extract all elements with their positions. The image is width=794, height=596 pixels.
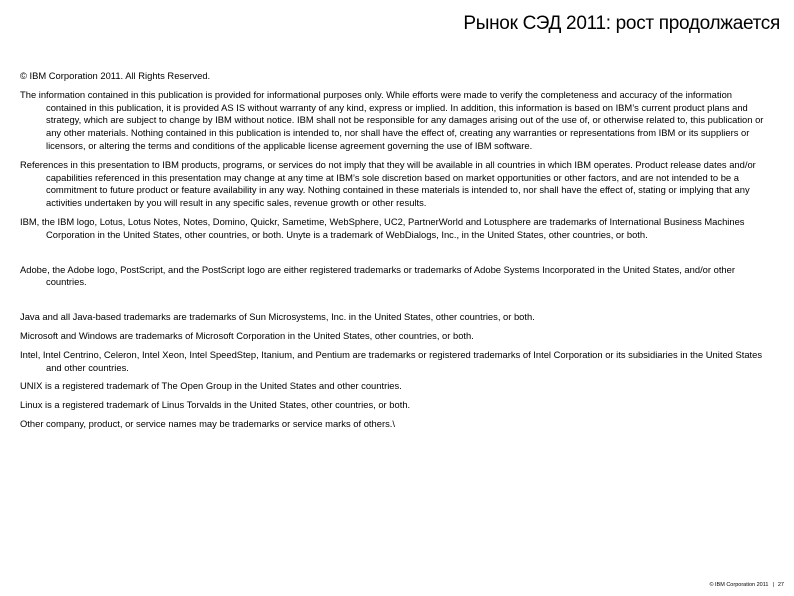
footer-separator: | bbox=[772, 582, 774, 588]
copyright-paragraph: © IBM Corporation 2011. All Rights Reserved. bbox=[20, 70, 211, 81]
footer-copyright: © IBM Corporation 2011 bbox=[709, 582, 769, 588]
slide-title: Рынок СЭД 2011: рост продолжается bbox=[463, 13, 780, 34]
other-trademarks-paragraph: Other company, product, or service names may be trademarks or service marks of others.\ bbox=[20, 417, 395, 429]
disclaimer-paragraph: The information contained in this publication is provided for informational purposes only. While efforts were made to verify the completeness and accuracy of the information contained in this publication, it is provided AS IS without warranty of any kind, express or implied. In addition, this information is based on IBM’s current product plans and strategy, which are subject to change by IBM without notice. IBM shall not be responsible for any damages arising out of the use of, or otherwise related to, this publication or any other materials. Nothing contained in this publication is intended to, nor shall have the effect of, creating any warranties or representations from IBM or its suppliers or licensors, or altering the terms and conditions of the applicable license agreement governing the use of IBM software. bbox=[20, 88, 764, 151]
ibm-trademarks-paragraph: IBM, the IBM logo, Lotus, Lotus Notes, Notes, Domino, Quickr, Sametime, WebSphere, UC2, PartnerWorld and Lotusphere are trademarks of International Business Machines Corporation in the United States, other countries, or both. Unyte is a trademark of WebDialogs, Inc., in the United States, other countries, or both. bbox=[20, 215, 745, 240]
java-trademarks-paragraph: Java and all Java-based trademarks are trademarks of Sun Microsystems, Inc. in the United States, other countries, or both. bbox=[20, 311, 535, 323]
microsoft-trademarks-paragraph: Microsoft and Windows are trademarks of Microsoft Corporation in the United States, other countries, or both. bbox=[20, 329, 474, 341]
page-number: 27 bbox=[777, 582, 784, 588]
unix-trademarks-paragraph: UNIX is a registered trademark of The Open Group in the United States and other countries. bbox=[20, 380, 402, 392]
intel-trademarks-paragraph: Intel, Intel Centrino, Celeron, Intel Xeon, Intel SpeedStep, Itanium, and Pentium are trademarks or registered trademarks of Intel Corporation or its subsidiaries in the United States and other countries. bbox=[20, 348, 763, 373]
legal-notice bbox=[20, 70, 768, 431]
slide-footer bbox=[709, 582, 784, 588]
adobe-trademarks-paragraph: Adobe, the Adobe logo, PostScript, and the PostScript logo are either registered trademarks or trademarks of Adobe Systems Incorporated in the United States, and/or other countries. bbox=[20, 263, 735, 288]
references-paragraph: References in this presentation to IBM products, programs, or services do not imply that they will be available in all countries in which IBM operates. Product release dates and/or capabilities referenced in this presentation may change at any time at IBM’s sole discretion based on market opportunities or other factors, and are not intended to be a commitment to future product or feature availability in any way. Nothing contained in these materials is intended to, nor shall have the effect of, stating or implying that any activities undertaken by you will result in any specific sales, revenue growth or other results. bbox=[20, 158, 756, 209]
linux-trademarks-paragraph: Linux is a registered trademark of Linus Torvalds in the United States, other countries, or both. bbox=[20, 399, 411, 411]
